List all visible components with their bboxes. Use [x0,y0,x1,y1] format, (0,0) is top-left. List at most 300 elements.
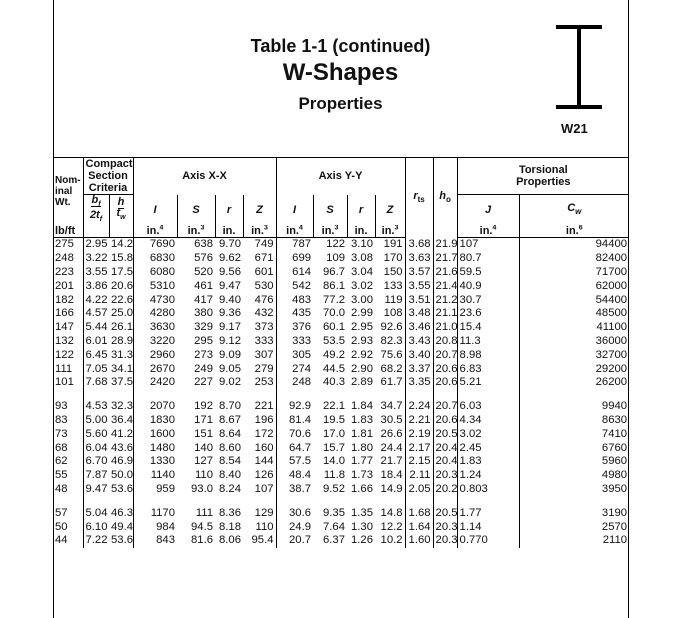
table-cell: 6080 [133,266,177,280]
table-cell: 55 [55,469,68,482]
table-cell: 6.01 [83,335,109,349]
table-cell: 20.7 [433,349,457,363]
table-cell: 93.0 [191,482,213,495]
table-cell: 34.7 [380,400,403,413]
table-cell: 26.6 [380,427,403,440]
table-cell: 26200 [519,376,629,390]
table-cell: 959 [133,483,177,497]
table-cell: 984 [133,521,177,535]
i-beam-icon [556,25,602,109]
table-cell: 2.24 [405,400,433,414]
table-cell: 6.70 [83,455,109,469]
table-cell: 3220 [133,335,177,349]
table-cell: 1.84 [351,400,374,413]
x-Z-header: Z [243,195,276,226]
table-cell: 787 [276,238,313,252]
unit-blank [83,225,109,238]
table-cell: 3.55 [83,266,109,280]
table-cell: 50.0 [111,469,133,482]
table-cell: 9.47 [83,483,109,497]
table-cell: 62000 [519,280,629,294]
table-cell: 15.8 [111,252,133,265]
table-cell: 0.770 [457,534,519,548]
table-cell: 34.1 [111,362,133,375]
table-cell: 129 [254,506,274,519]
table-cell: 530 [254,279,274,292]
table-cell: 49.2 [323,348,346,361]
axis-x-header: Axis X-X [133,158,276,195]
table-cell: 248 [276,376,313,390]
table-cell: 48500 [519,307,629,321]
table-cell: 31.3 [111,348,133,361]
table-cell: 14.9 [380,482,403,495]
table-cell: 12.2 [380,520,403,533]
table-cell: 223 [55,265,74,278]
table-cell: 542 [276,280,313,294]
table-cell: 10.2 [380,534,403,547]
table-cell: 140 [194,441,213,454]
table-cell: 4.53 [83,400,109,414]
table-cell: 7.22 [83,534,109,548]
table-cell: 166 [55,307,74,320]
table-cell: 2.95 [351,321,374,334]
table-cell: 5310 [133,280,177,294]
table-cell: 749 [254,238,274,251]
table-cell: 3.63 [405,252,433,266]
unit-in: in. [347,225,375,238]
table-cell: 54400 [519,294,629,308]
table-cell: 57 [55,506,68,519]
table-cell: 2.99 [351,307,374,320]
table-cell: 1.24 [457,469,519,483]
table-cell: 30.5 [380,413,403,426]
table-cell: 333 [254,334,274,347]
table-cell: 93 [55,400,68,413]
table-cell: 110 [194,469,213,482]
table-cell: 3.22 [83,252,109,266]
table-cell: 273 [194,348,213,361]
table-cell: 376 [276,321,313,335]
table-cell: 82400 [519,252,629,266]
table-cell: 71700 [519,266,629,280]
table-cell: 30.7 [457,294,519,308]
table-cell: 435 [276,307,313,321]
table-cell: 32700 [519,349,629,363]
table-row [53,469,629,483]
table-row [53,376,629,390]
table-cell: 3.46 [405,321,433,335]
table-cell: 7.05 [83,363,109,377]
table-cell: 248 [55,252,74,265]
table-cell: 3.48 [405,307,433,321]
table-cell: 81.4 [276,414,313,428]
table-cell: 20.3 [433,534,457,548]
table-cell: 9.09 [219,348,241,361]
table-cell: 9.12 [219,334,241,347]
table-cell: 2.90 [351,362,374,375]
table-cell: 14.8 [380,506,403,519]
table-cell: 1140 [133,469,177,483]
table-cell: 20.2 [433,483,457,497]
table-cell: 150 [383,265,403,278]
table-cell: 108 [383,307,403,320]
properties-subtitle: Properties [298,94,383,113]
table-cell: 4730 [133,294,177,308]
table-row [53,280,629,294]
table-cell: 9.17 [219,321,241,334]
table-cell: 94400 [519,238,629,252]
table-cell: 48.4 [276,469,313,483]
table-cell: 11.8 [323,469,346,482]
table-cell: 40.9 [457,280,519,294]
table-cell: 101 [55,376,74,389]
table-cell: 20.3 [433,521,457,535]
table-cell: 8.40 [219,469,241,482]
table-cell: 1.60 [405,534,433,548]
table-cell: 20.4 [433,455,457,469]
table-cell: 14.0 [323,455,346,468]
table-cell: 329 [194,321,213,334]
table-cell: 20.5 [433,428,457,442]
table-cell: 417 [194,293,213,306]
table-row [53,266,629,280]
table-cell: 75.6 [380,348,403,361]
group-spacer [53,390,629,400]
table-cell: 22.1 [323,400,346,413]
table-cell: 8.36 [219,506,241,519]
table-cell: 28.9 [111,334,133,347]
table-cell: 132 [55,334,74,347]
table-row [53,238,629,252]
table-cell: 48 [55,482,68,495]
table-cell: 8.60 [219,441,241,454]
table-cell: 170 [383,252,403,265]
table-cell: 53.5 [323,334,346,347]
table-cell: 8630 [519,414,629,428]
y-I-header: I [276,195,313,226]
table-cell: 50 [55,520,68,533]
table-cell: 253 [254,376,274,389]
table-cell: 576 [194,252,213,265]
table-cell: 1.80 [351,441,374,454]
table-row [53,507,629,521]
table-cell: 192 [194,400,213,413]
table-cell: 8.24 [219,482,241,495]
unit-in6: in.$^6$ [519,225,629,238]
table-cell: 295 [194,334,213,347]
table-cell: 5.04 [83,507,109,521]
table-cell: 6.04 [83,442,109,456]
table-cell: 1.64 [405,521,433,535]
table-cell: 2.89 [351,376,374,389]
table-cell: 8.18 [219,520,241,533]
table-cell: 8.70 [219,400,241,413]
table-cell: 1830 [133,414,177,428]
table-cell: 53.6 [111,534,133,547]
table-cell: 1.30 [351,520,374,533]
table-cell: 520 [194,265,213,278]
table-cell: 127 [194,455,213,468]
table-cell: 274 [276,363,313,377]
unit-in3: in.$^3$ [177,225,215,238]
table-cell: 20.4 [433,442,457,456]
table-cell: 60.1 [323,321,346,334]
table-cell: 20.5 [433,507,457,521]
table-cell: 20.3 [433,469,457,483]
table-cell: 147 [55,321,74,334]
table-cell: 95.4 [251,534,274,547]
table-cell: 6760 [519,442,629,456]
table-row [53,307,629,321]
ho-header: $h_o$ [433,158,457,238]
unit-in4: in.$^4$ [276,225,313,238]
table-cell: 107 [457,238,519,252]
table-cell: 8.54 [219,455,241,468]
table-cell: 73 [55,427,68,440]
table-row [53,335,629,349]
table-cell: 1330 [133,455,177,469]
table-cell: 14.2 [111,238,133,251]
table-cell: 36.4 [111,413,133,426]
table-cell: 6830 [133,252,177,266]
table-cell: 96.7 [323,265,346,278]
table-cell: 107 [254,482,274,495]
table-cell: 24.9 [276,521,313,535]
table-cell: 20.6 [111,279,133,292]
table-cell: 1600 [133,428,177,442]
table-cell: 279 [254,362,274,375]
table-cell: 19.5 [323,413,346,426]
table-row [53,428,629,442]
table-cell: 111 [195,506,213,519]
table-cell: 2960 [133,349,177,363]
table-cell: 119 [384,293,403,306]
table-cell: 46.9 [111,455,133,468]
table-cell: 38.7 [276,483,313,497]
table-cell: 21.7 [380,455,403,468]
table-cell: 126 [254,469,274,482]
table-cell: 483 [276,294,313,308]
shape-family-title: W-Shapes [282,59,399,86]
table-row [53,363,629,377]
table-cell: 9.52 [323,482,346,495]
table-cell: 64.7 [276,442,313,456]
torsional-header: Torsional Properties [457,158,629,195]
table-cell: 92.6 [380,321,403,334]
table-cell: 8.06 [219,534,241,547]
table-cell: 20.6 [433,376,457,390]
bf-2tf-header: $b_f$ $2t_f$ [83,195,109,226]
table-cell: 62 [55,455,68,468]
table-cell: 1.77 [351,455,374,468]
table-cell: 476 [254,293,274,306]
table-cell: 122 [326,238,346,251]
table-cell: 86.1 [323,279,346,292]
table-cell: 843 [133,534,177,548]
table-cell: 2.95 [83,238,109,252]
table-cell: 9.62 [219,252,241,265]
axis-y-header: Axis Y-Y [276,158,405,195]
table-cell: 17.0 [323,427,346,440]
table-cell: 3.02 [457,428,519,442]
table-cell: 25.0 [111,307,133,320]
table-cell: 432 [254,307,274,320]
table-cell: 227 [194,376,213,389]
table-cell: 160 [254,441,274,454]
table-cell: 2.05 [405,483,433,497]
table-cell: 30.6 [276,507,313,521]
table-cell: 18.4 [380,469,403,482]
table-cell: 333 [276,335,313,349]
table-cell: 461 [194,279,213,292]
table-cell: 3.04 [351,265,374,278]
table-cell: 9.36 [219,307,241,320]
table-cell: 307 [254,348,274,361]
y-Z-header: Z [375,195,405,226]
table-row [53,521,629,535]
table-cell: 1.83 [351,413,374,426]
y-r-header: r [347,195,375,226]
x-S-header: S [177,195,215,226]
table-cell: 82.3 [380,334,403,347]
table-cell: 21.9 [433,238,457,252]
table-cell: 41100 [519,321,629,335]
title-block [53,30,628,114]
table-cell: 20.6 [433,363,457,377]
table-cell: 1.77 [457,507,519,521]
table-cell: 5.21 [457,376,519,390]
table-cell: 53.6 [111,482,133,495]
table-row [53,534,629,548]
table-cell: 8.64 [219,427,241,440]
table-cell: 92.9 [276,400,313,414]
table-cell: 6.37 [323,534,346,547]
table-cell: 4.34 [457,414,519,428]
table-cell: 21.7 [433,252,457,266]
table-cell: 7.87 [83,469,109,483]
table-cell: 144 [254,455,274,468]
table-cell: 2.17 [405,442,433,456]
table-cell: 6.83 [457,363,519,377]
table-cell: 49.4 [111,520,133,533]
table-cell: 21.4 [433,280,457,294]
table-cell: 41.2 [111,427,133,440]
table-cell: 110 [255,520,274,533]
table-cell: 3.02 [351,279,374,292]
table-cell: 24.4 [380,441,403,454]
table-cell: 20.7 [276,534,313,548]
table-cell: 3.86 [83,280,109,294]
table-cell: 151 [194,427,213,440]
table-cell: 111 [55,362,73,375]
table-cell: 6.45 [83,349,109,363]
table-row [53,414,629,428]
table-cell: 380 [194,307,213,320]
table-cell: 3.68 [405,238,433,252]
table-cell: 68 [55,441,68,454]
table-cell: 3.10 [351,238,374,251]
table-cell: 70.6 [276,428,313,442]
table-cell: 4980 [519,469,629,483]
table-cell: 133 [383,279,403,292]
unit-in3: in.$^3$ [375,225,405,238]
table-cell: 171 [194,413,213,426]
table-cell: 44 [55,534,68,547]
table-cell: 3.35 [405,376,433,390]
table-cell: 9.35 [323,506,346,519]
table-cell: 373 [254,321,274,334]
table-cell: 59.5 [457,266,519,280]
table-row [53,455,629,469]
group-spacer [53,497,629,507]
table-cell: 20.8 [433,335,457,349]
table-cell: 11.3 [457,335,519,349]
table-cell: 32.3 [111,400,133,413]
table-cell: 3.00 [351,293,374,306]
table-cell: 2.93 [351,334,374,347]
x-I-header: I [133,195,177,226]
table-cell: 3950 [519,483,629,497]
table-cell: 122 [55,348,74,361]
table-cell: 21.0 [433,321,457,335]
table-cell: 1.26 [351,534,374,547]
table-row [53,321,629,335]
J-header: J [457,195,519,226]
table-cell: 196 [254,413,274,426]
table-cell: 6.10 [83,521,109,535]
table-cell: 80.7 [457,252,519,266]
compact-criteria-header: Compact Section Criteria [83,158,133,195]
table-cell: 8.98 [457,349,519,363]
table-cell: 81.6 [191,534,213,547]
table-cell: 77.2 [323,293,346,306]
table-cell: 68.2 [380,362,403,375]
table-cell: 191 [383,238,403,251]
unit-in4: in.$^4$ [457,225,519,238]
table-cell: 7410 [519,428,629,442]
table-cell: 23.6 [457,307,519,321]
table-row [53,400,629,414]
h-tw-header: h $t_w$ [109,195,133,226]
table-row [53,442,629,456]
table-row [53,252,629,266]
table-cell: 21.1 [433,307,457,321]
table-cell: 37.5 [111,376,133,389]
table-cell: 8.67 [219,413,241,426]
table-cell: 2.21 [405,414,433,428]
table-cell: 9940 [519,400,629,414]
x-r-header: r [215,195,243,226]
table-row [53,483,629,497]
table-cell: 46.3 [111,506,133,519]
table-cell: 2420 [133,376,177,390]
table-cell: 83 [55,413,68,426]
table-cell: 57.5 [276,455,313,469]
table-cell: 1.14 [457,521,519,535]
table-cell: 4280 [133,307,177,321]
unit-in4: in.$^4$ [133,225,177,238]
table-cell: 0.803 [457,483,519,497]
table-cell: 43.6 [111,441,133,454]
table-cell: 2.19 [405,428,433,442]
table-cell: 20.6 [433,414,457,428]
table-cell: 2.15 [405,455,433,469]
table-cell: 3.55 [405,280,433,294]
table-cell: 21.6 [433,266,457,280]
table-cell: 3.57 [405,266,433,280]
table-cell: 2670 [133,363,177,377]
table-cell: 5.00 [83,414,109,428]
